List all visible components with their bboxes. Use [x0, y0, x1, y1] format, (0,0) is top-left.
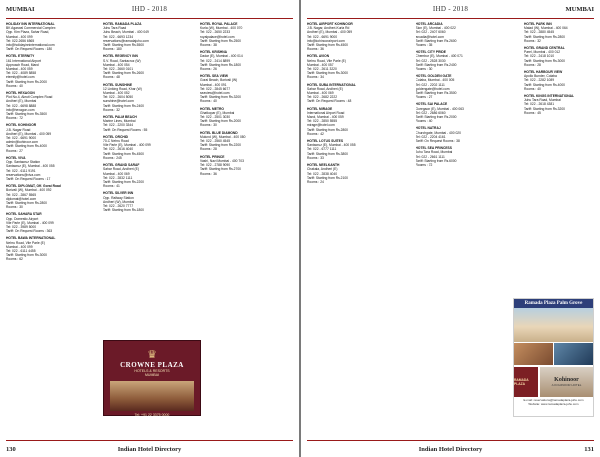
hotel-name: HOTEL SUBA INTERNATIONAL: [307, 82, 356, 87]
hotel-detail: Rooms : 30: [6, 205, 23, 210]
hotel-detail: Rooms : 245: [103, 155, 122, 160]
right-page: [301, 0, 600, 457]
hotel-detail: Tel: 022 - 3989 5000: [6, 224, 37, 229]
hotel-detail: Chembur (E), Mumbai - 400 071: [415, 54, 463, 59]
hotel-detail: Nehru Road, Vile Parle (E): [6, 240, 45, 245]
hotel-detail: reservations@viva.com: [6, 172, 41, 177]
hotel-detail: Rooms : 38: [200, 43, 217, 48]
ad-location: MUMBAI: [145, 373, 159, 377]
hotel-detail: Marine Lines, Mumbai: [103, 119, 136, 124]
left-page-footer: [6, 440, 293, 457]
kohinoor-logo: [540, 367, 593, 397]
hotel-name: HOTEL SUNSHINE: [103, 82, 133, 87]
hotel-detail: Rooms : 36: [307, 47, 324, 52]
hotel-detail: Tel: 022 - 2202 1111: [415, 82, 445, 87]
hotel-detail: arcadia@hotel.com: [415, 34, 444, 39]
hotel-detail: Nehru Road, Vile Parle (E): [307, 58, 346, 63]
hotel-entry: [307, 139, 412, 160]
left-page-header: [6, 0, 293, 19]
ad-right-brand: Kohinoor: [554, 377, 579, 383]
hotel-detail: Tariff: Starting from Rs.2500: [200, 38, 241, 43]
hotel-name: HOTEL PRINCE: [200, 154, 225, 159]
hotel-detail: Tariff: Starting from Rs.1800: [200, 62, 241, 67]
hotel-detail: Rooms : 40: [200, 99, 217, 104]
hotel-detail: Juhu Beach, Mumbai - 400 049: [103, 30, 149, 35]
right-page-header: [307, 0, 594, 19]
hotel-entry: [200, 107, 293, 128]
hotel-entry: [416, 22, 521, 47]
hotel-detail: Rooms : 30: [415, 67, 433, 72]
hotel-name: HOTEL KINGS INTERNATIONAL: [524, 94, 575, 99]
left-page: [0, 0, 299, 457]
hotel-entry: [307, 22, 412, 51]
hotel-detail: Tariff: Starting from Rs.3000: [6, 253, 47, 258]
hotel-entry: [200, 131, 293, 152]
hotel-detail: Opp. Kim Plaza, Sahar Road,: [6, 30, 50, 35]
hotel-name: HOTEL SAI PALACE: [415, 102, 448, 107]
hotel-detail: Vile Parle (E), Mumbai - 400 099: [6, 220, 54, 225]
hotel-detail: Tariff: On Request Rooms : 55: [103, 127, 148, 132]
hotel-detail: Tariff: Starting from Rs.3200: [200, 95, 241, 100]
hotel-detail: Tel: 022 - 2204 4161: [415, 134, 446, 139]
hotel-entry: [103, 83, 196, 112]
hotel-detail: Rooms : 40: [524, 86, 541, 91]
hotel-detail: Vashi, Navi Mumbai - 400 703: [200, 158, 244, 163]
hotel-detail: Tel: 022 - 2867 5565: [6, 192, 37, 197]
hotel-entry: [6, 236, 99, 261]
hotel-detail: Tel: 022 - 2418 1010: [524, 54, 555, 59]
hotel-detail: Vile Parle (E), Mumbai - 400 099: [103, 143, 151, 148]
hotel-detail: Tariff: Starting from Rs.2000: [200, 119, 241, 124]
hotel-detail: Tariff: Starting from Rs.2000: [6, 79, 47, 84]
hotel-detail: Tel: 022 - 6693 1234: [103, 34, 134, 39]
hotel-detail: Tariff: On Request Rooms : 48: [307, 99, 352, 104]
hotel-name: HOTEL NEELKANTH: [307, 163, 340, 168]
hotel-detail: Rooms : 30: [200, 123, 217, 128]
hotel-name: HOTEL HARBOUR VIEW: [524, 70, 563, 75]
hotel-detail: Rooms : 28: [524, 62, 541, 67]
hotel-detail: Rooms : 42: [307, 131, 324, 136]
right-column-2: [416, 22, 521, 432]
hotel-entry: [200, 155, 293, 176]
hotel-detail: Santacruz (E), Mumbai - 400 055: [307, 143, 356, 148]
hotel-detail: Tariff: On Request Rooms : 363: [6, 229, 53, 234]
hotel-detail: Rooms : 45: [524, 110, 541, 115]
hotel-name: HOTEL PALM BEACH: [103, 115, 137, 120]
hotel-detail: Mumbai - 400 059: [6, 67, 33, 72]
hotel-name: HOTEL GRAND CENTRAL: [524, 46, 565, 51]
hotel-name: HOTEL ARCADIA: [415, 22, 443, 26]
hotel-name: HOTEL SEA VIEW: [200, 74, 229, 79]
left-column-3: [200, 22, 293, 432]
hotel-detail: Apollo Bunder, Colaba: [524, 74, 557, 79]
hotel-detail: Tariff: Starting from Rs.3500: [415, 91, 457, 96]
hotel-detail: Colaba, Mumbai - 400 005: [415, 78, 455, 83]
hotel-detail: Tel: 022-2656 6565: [6, 38, 35, 43]
hotel-detail: Tariff: Starting from Rs.1800: [103, 208, 144, 213]
hotel-detail: Tel: 022 - 2414 8899: [200, 58, 231, 63]
hotel-detail: Tariff: Starting from Rs.3000: [307, 71, 348, 76]
hotel-detail: sunshine@hotel.com: [103, 99, 134, 104]
hotel-detail: Tariff: On Request Rooms : 180: [6, 47, 53, 52]
ad-left-brand: RAMADA PLAZA: [514, 378, 529, 386]
hotel-entry: [416, 146, 521, 167]
hotel-entry: [416, 50, 521, 71]
hotel-name: HOTEL KRISHNA: [200, 50, 228, 55]
hotel-detail: Tel: 022 - 2611 3220: [307, 67, 337, 72]
hotel-name: HOTEL GRAND SARAF: [103, 163, 140, 168]
hotel-entry: [6, 123, 99, 152]
hotel-detail: Rooms : 32: [524, 38, 541, 43]
hotel-entry: [524, 46, 594, 67]
hotel-detail: Tel: 022 - 2560 4545: [200, 139, 231, 144]
hotel-detail: Tel: 022 - 2282 1089: [524, 78, 555, 83]
hotel-entry: [6, 156, 99, 181]
hotel-name: HOTEL AIRPORT KOHINOOR: [307, 22, 353, 26]
ad-website: Website: www.ramadaplaza-juhu.com: [528, 401, 579, 406]
hotel-entry: [307, 163, 412, 184]
hotel-detail: Rooms : 180: [103, 47, 122, 52]
hotel-detail: Tariff: Starting from Rs.2800: [524, 34, 565, 39]
hotel-detail: Rooms : 40: [415, 119, 433, 124]
ramada-ad: [513, 298, 594, 417]
hotel-detail: Rooms : 72: [6, 116, 23, 121]
hotel-detail: seaview@hotel.com: [200, 91, 230, 96]
right-column-1: [307, 22, 412, 432]
ad-hero-photo: [514, 308, 593, 342]
hotel-detail: Rooms : 24: [307, 179, 324, 184]
hotel-detail: Approach Road, Marol: [6, 62, 39, 67]
hotel-detail: Juhu Tara Road: [103, 26, 127, 31]
hotel-entry: [416, 126, 521, 143]
hotel-name: HOTEL RAMADA PLAZA: [103, 22, 142, 26]
hotel-detail: Dadar (E), Mumbai - 400 014: [200, 54, 243, 59]
hotel-detail: Churchgate, Mumbai - 400 020: [415, 130, 461, 135]
hotel-detail: BK Agarwal Commercial Complex: [6, 26, 56, 31]
hotel-entry: [103, 191, 196, 212]
hotel-name: HOTEL AVION: [307, 54, 330, 59]
ad-brand-name: CROWNE PLAZA: [120, 361, 184, 369]
ad-thumb-photo: [554, 343, 593, 365]
hotel-detail: diplomat@hotel.com: [6, 196, 37, 201]
hotel-detail: Tariff: Starting from Rs.2600: [415, 38, 457, 43]
hotel-detail: Rooms : 26: [200, 67, 217, 72]
hotel-detail: Rooms : 33: [307, 155, 324, 160]
hotel-entry: [6, 22, 99, 51]
hotel-detail: Tel: 022 - 2850 5555: [307, 119, 338, 124]
hotel-detail: Mumbai - 400 057: [307, 62, 334, 67]
hotel-detail: Goregaon (E), Mumbai - 400 063: [415, 106, 464, 111]
hotel-detail: Tel: 022 - 2501 3030: [200, 115, 231, 120]
hotel-name: HOTEL BLUE DIAMOND: [200, 130, 238, 135]
hotel-detail: Mumbai - 400 099: [6, 34, 33, 39]
hotel-entry: [103, 22, 196, 51]
hotel-detail: Tariff: Starting from Rs.4500: [307, 43, 348, 48]
hotel-detail: Sahar Road, Andheri (E): [307, 86, 343, 91]
hotel-entry: [6, 54, 99, 88]
hotel-name: HOTEL DIPLOMAT, Off. Gorai Road: [6, 184, 61, 189]
hotel-detail: Tel: 022 - 6698 8888: [6, 103, 37, 108]
hotel-detail: Tariff: On Request Rooms : 38: [415, 139, 460, 144]
hotel-detail: Tariff: On Request Rooms : 17: [6, 176, 51, 181]
hotel-detail: eternity@hotel.com: [6, 75, 35, 80]
ad-thumb-photo: [514, 343, 553, 365]
hotel-detail: Tel: 022 - 2200 3344: [103, 123, 134, 128]
hotel-entry: [103, 163, 196, 188]
hotel-detail: 70-C Nehru Road: [103, 139, 129, 144]
hotel-detail: info@holidayinninternational.com: [6, 43, 55, 48]
hotel-name: HOTEL SEA PRINCESS: [415, 146, 452, 151]
hotel-detail: Tel: 022 - 2620 7777: [103, 203, 134, 208]
hotel-detail: Opp. Railway Station: [103, 195, 134, 200]
hotel-detail: Tariff: Starting from Rs.6000: [415, 158, 457, 163]
hotel-detail: Tariff: Starting from Rs.2600: [103, 71, 144, 76]
hotel-detail: J.B. Nagar Road: [6, 127, 31, 132]
hotel-detail: Tariff: Starting from Rs.2400: [103, 103, 144, 108]
hotel-name: HOTEL SILVER INN: [103, 191, 134, 196]
hotel-detail: 12 Linking Road, Khar (W): [103, 86, 142, 91]
hotel-detail: Opp. Domestic Airport: [6, 216, 39, 221]
crowne-plaza-ad: [103, 340, 201, 416]
ad-thumb-row: [514, 343, 593, 365]
hotel-detail: Gorai Beach, Borivali (W): [200, 78, 238, 83]
hotel-entry: [6, 212, 99, 233]
ramada-logo: [514, 367, 538, 397]
left-section-title: MUMBAI: [6, 5, 35, 13]
hotel-detail: Andheri (E), Mumbai - 400 059: [307, 30, 353, 35]
hotel-detail: Rooms : 27: [415, 95, 433, 100]
ad-title: Ramada Plaza Palm Grove: [514, 299, 593, 308]
hotel-detail: 161 International Airport: [6, 58, 42, 63]
hotel-detail: Tariff: Starting from Rs.2400: [415, 62, 457, 67]
hotel-entry: [200, 50, 293, 71]
hotel-name: HOTEL LOTUS SUITES: [307, 139, 344, 144]
hotel-detail: Tel: 022 - 2618 4381: [524, 102, 555, 107]
hotel-entry: [103, 115, 196, 132]
hotel-entry: [200, 22, 293, 47]
hotel-detail: Opp. Santacruz Station: [6, 160, 41, 165]
hotel-detail: Tariff: Starting from Rs.5500: [103, 43, 144, 48]
hotel-detail: Tel: 022 - 4089 5858: [6, 71, 37, 76]
hotel-detail: Rooms : 34: [307, 75, 324, 80]
hotel-detail: Tariff: Starting from Rs.3800: [307, 151, 348, 156]
hotel-detail: Plot No.4, Akruti Complex Road: [6, 95, 53, 100]
hotel-detail: Tariff: Starting from Rs.3000: [524, 58, 565, 63]
hotel-detail: Mumbai - 400 069: [103, 171, 130, 176]
hotel-detail: admin@kohinoor.com: [6, 140, 38, 145]
hotel-detail: mirage@hotel.com: [307, 123, 335, 128]
hotel-name: HOTEL KOHINOOR: [6, 123, 37, 128]
hotel-detail: Tel: 022 - 2845 6677: [200, 86, 231, 91]
hotel-detail: info@hexagon.com: [6, 107, 35, 112]
hotel-detail: Tel: 022 - 2880 4545: [524, 30, 555, 35]
ad-email: E-mail: reservations@ramadaplaza-juhu.com: [523, 398, 584, 402]
hotel-name: HOTEL ROYAL PALACE: [200, 22, 238, 26]
hotel-entry: [307, 83, 412, 104]
hotel-detail: Sahar Road, Andheri (E): [103, 167, 139, 172]
hotel-detail: royalpalace@hotel.com: [200, 34, 235, 39]
ad-hotel-photo: [110, 381, 194, 411]
hotel-detail: Mulund (W), Mumbai - 400 080: [200, 134, 246, 139]
hotel-detail: info@kohinoorairport.com: [307, 38, 345, 43]
hotel-detail: Santacruz (E), Mumbai - 400 055: [6, 164, 55, 169]
hotel-detail: Andheri (E), Mumbai - 400 059: [6, 131, 52, 136]
hotel-detail: reservations@ramadajuhu.com: [103, 38, 149, 43]
hotel-detail: Tariff: Starting from Rs.4000: [6, 144, 47, 149]
hotel-detail: Rooms : 72: [415, 163, 433, 168]
hotel-detail: Tel: 022 - 2788 9090: [200, 163, 231, 168]
right-page-footer: [307, 440, 594, 457]
hotel-detail: Tariff: Starting from Rs.3500: [6, 112, 47, 117]
hotel-detail: Mumbai - 400 069: [307, 91, 334, 96]
hotel-detail: Tel: 022 - 2650 2233: [200, 30, 231, 35]
hotel-detail: J.B. Nagar, Andheri-Kurla Rd: [307, 26, 350, 31]
hotel-entry: [416, 74, 521, 99]
left-column-1: [6, 22, 99, 432]
hotel-detail: Tel: 022 - 2832 1111: [103, 175, 133, 180]
hotel-detail: Tariff: Starting from Rs.2200: [103, 179, 144, 184]
hotel-detail: Malad (W), Mumbai - 400 064: [524, 26, 568, 31]
hotel-detail: Rooms : 40: [6, 83, 23, 88]
crown-icon: ♛: [147, 349, 157, 361]
hotel-detail: Ghatkopar (E), Mumbai: [200, 110, 235, 115]
hotel-name: HOTEL PARK INN: [524, 22, 552, 26]
hotel-detail: S.V. Road, Santacruz (W): [103, 58, 141, 63]
hotel-name: HOTEL REGENCY INN: [103, 54, 138, 59]
ad-brand-row: [514, 367, 593, 397]
hotel-detail: Borivali (W), Mumbai - 400 092: [6, 188, 52, 193]
hotel-detail: Rooms : 62: [6, 257, 23, 262]
hotel-detail: Chakala, Andheri (E): [307, 167, 338, 172]
hotel-detail: Tariff: Starting from Rs.4500: [103, 151, 144, 156]
hotel-detail: Tariff: Starting from Rs.3200: [524, 106, 565, 111]
hotel-detail: Tel: 022 - 6691 9000: [307, 34, 338, 39]
hotel-detail: Parel, Mumbai - 400 012: [524, 50, 561, 55]
left-page-number: 130: [6, 445, 16, 453]
right-page-number: 131: [584, 445, 594, 453]
hotel-detail: Tel: 022 - 2686 6060: [415, 110, 446, 115]
hotel-detail: Tel: 022 - 6111 9191: [6, 168, 36, 173]
hotel-detail: Rooms : 41: [103, 184, 120, 189]
hotel-name: HOTEL VIVA: [6, 155, 26, 160]
hotel-detail: Mumbai - 400 091: [200, 82, 227, 87]
left-running-title: IHD - 2018: [131, 5, 168, 13]
hotel-detail: Tariff: Starting from Rs.4000: [524, 82, 565, 87]
hotel-detail: Mumbai - 400 054: [103, 62, 130, 67]
hotel-entry: [6, 184, 99, 209]
hotel-name: HOTEL HEXAGON: [6, 91, 35, 96]
hotel-detail: Tariff: Starting from Rs.2800: [307, 127, 348, 132]
hotel-detail: Tel: 022 - 2616 4040: [103, 147, 134, 152]
hotel-detail: Tel: 022 - 6111 4455: [6, 248, 36, 253]
ad-brand-subtitle: HOTELS & RESORTS: [134, 369, 170, 373]
hotel-detail: Andheri (E), Mumbai: [6, 99, 37, 104]
hotel-detail: Tel: 022 - 2604 5050: [103, 95, 134, 100]
hotel-detail: Tel: 022 - 2661 1111: [415, 154, 445, 159]
hotel-detail: Tel: 022 - 2528 3030: [415, 58, 446, 63]
hotel-entry: [103, 54, 196, 79]
hotel-name: HOTEL SAHARA STAR: [6, 212, 42, 217]
hotel-name: HOTEL GOLDEN GATE: [415, 74, 452, 79]
hotel-detail: Marol, Mumbai - 400 059: [307, 115, 344, 120]
hotel-detail: Tel: 022 - 2682 2222: [307, 95, 338, 100]
ad-right-tagline: A KOHINOOR HOTEL: [551, 383, 582, 387]
hotel-name: HOTEL ORCHID: [103, 134, 129, 139]
hotel-detail: Kurla (W), Mumbai - 400 070: [200, 26, 243, 31]
hotel-detail: International Airport Road: [307, 110, 345, 115]
hotel-entry: [524, 94, 594, 115]
ad-contact: [514, 399, 593, 407]
hotel-entry: [524, 22, 594, 43]
hotel-entry: [103, 135, 196, 160]
hotel-entry: [307, 54, 412, 79]
hotel-entry: [416, 102, 521, 123]
hotel-detail: Andheri (W), Mumbai: [103, 199, 135, 204]
hotel-detail: Tariff: Starting from Rs.2000: [415, 115, 457, 120]
hotel-detail: Rooms : 35: [415, 43, 433, 48]
hotel-detail: Mumbai - 400 099: [6, 244, 33, 249]
hotel-name: HOTEL CITY PRIDE: [415, 50, 446, 55]
hotel-detail: Rooms : 27: [6, 148, 23, 153]
hotel-detail: Sion (E), Mumbai - 400 022: [415, 26, 456, 31]
hotel-detail: Rooms : 28: [200, 147, 217, 152]
hotel-detail: Tel: 022 - 2838 4040: [307, 171, 338, 176]
hotel-name: HOTEL METRO: [200, 106, 224, 111]
hotel-detail: Rooms : 36: [200, 171, 217, 176]
hotel-name: HOTEL ETERNITY: [6, 54, 35, 59]
hotel-detail: Tel: 022 - 6691 9000: [6, 136, 37, 141]
hotel-name: HOTEL MIRAGE: [307, 106, 333, 111]
hotel-detail: Tariff: Starting from Rs.2200: [200, 143, 241, 148]
hotel-detail: Mumbai - 400 052: [103, 91, 130, 96]
ad-phone: Tel: +91 22 3375 0000: [134, 413, 170, 417]
hotel-detail: Juhu Tara Road, Mumbai: [415, 150, 453, 155]
hotel-detail: Rooms : 48: [103, 75, 120, 80]
right-section-title: MUMBAI: [565, 5, 595, 13]
hotel-detail: goldengate@hotel.com: [415, 86, 450, 91]
hotel-detail: Tariff: Starting from Rs.2700: [200, 167, 241, 172]
hotel-detail: Rooms : 32: [103, 107, 120, 112]
hotel-name: HOLIDAY INN INTERNATIONAL: [6, 22, 55, 26]
hotel-detail: Juhu Tara Road, Mumbai: [524, 98, 561, 103]
hotel-entry: [307, 107, 412, 136]
hotel-detail: Tel: 022 - 2407 6060: [415, 30, 446, 35]
right-running-title: IHD - 2018: [432, 5, 469, 13]
hotel-name: HOTEL NATRAJ: [415, 126, 441, 131]
hotel-detail: Tariff: Starting from Rs.2100: [307, 175, 348, 180]
right-publication-name: Indian Hotel Directory: [418, 445, 483, 453]
hotel-detail: Tel: 022 - 2660 0101: [103, 67, 134, 72]
hotel-name: HOTEL BAWA INTERNATIONAL: [6, 236, 56, 241]
hotel-entry: [6, 91, 99, 120]
hotel-detail: Tel: 022 - 6777 1111: [307, 147, 337, 152]
hotel-entry: [524, 70, 594, 91]
hotel-detail: Tariff: Starting from Rs.2800: [6, 200, 47, 205]
hotel-entry: [200, 74, 293, 103]
left-publication-name: Indian Hotel Directory: [117, 445, 182, 453]
